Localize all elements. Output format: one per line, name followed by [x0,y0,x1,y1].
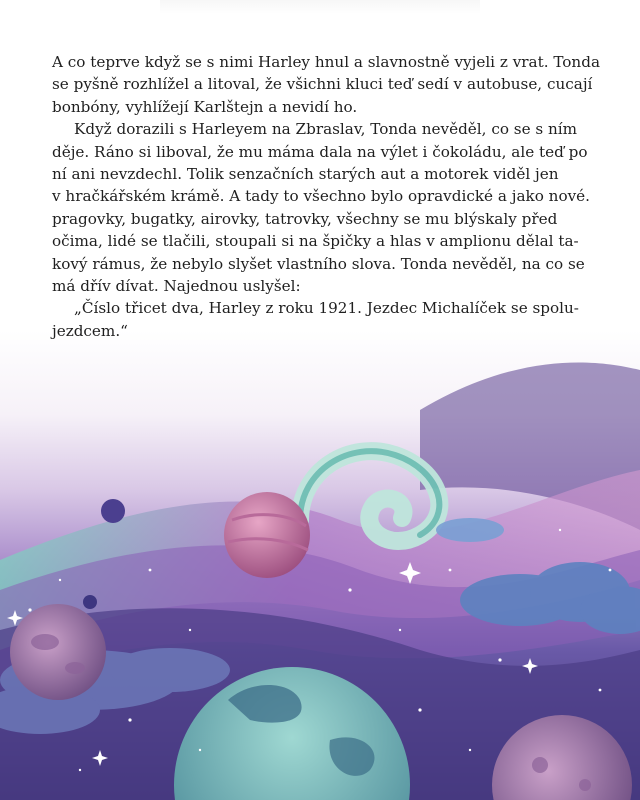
planet-pink [224,492,310,578]
previous-page-bleed [160,0,480,14]
planet-small-dark [101,499,125,523]
text-line: A co teprve když se s nimi Harley hnul a slavnostně vyjeli z vrat. Tonda [52,53,600,71]
text-line: ní ani nevzdechl. Tolik senzačních starých aut a motorek viděl jen [52,165,559,184]
text-line: Když dorazili s Harleyem na Zbraslav, Tonda nevěděl, co se s ním [74,120,578,139]
paragraph-2 [52,118,588,297]
planet-tiny [83,595,97,609]
text-line: očima, lidé se tlačili, stoupali si na špičky a hlas v amplionu dělal ta- [52,232,579,251]
story-text [52,51,600,342]
text-line: děje. Ráno si liboval, že mu máma dala na výlet i čokoládu, ale teď po [52,142,588,161]
paragraph-1 [52,51,600,118]
text-line: „Číslo třicet dva, Harley z roku 1921. Jezdec Michalíček se spolu- [74,299,579,318]
paragraph-3 [52,297,588,342]
text-line: bonbóny, vyhlížejí Karlštejn a nevidí ho. [52,97,358,116]
space-illustration [0,330,640,800]
text-line: se pyšně rozhlížel a litoval, že všichni kluci teď sedí v autobuse, cucají [52,75,593,94]
text-line: jezdcem.“ [52,321,128,340]
text-line: má dřív dívat. Najednou uslyšel: [52,277,301,296]
text-line: kový rámus, že nebylo slyšet vlastního slova. Tonda nevěděl, na co se [52,254,585,273]
text-line: pragovky, bugatky, airovky, tatrovky, všechny se mu blýskaly před [52,209,558,228]
planet-mauve-left [10,604,106,700]
text-line: v hračkářském krámě. A tady to všechno bylo opravdické a jako nové. [52,187,590,206]
